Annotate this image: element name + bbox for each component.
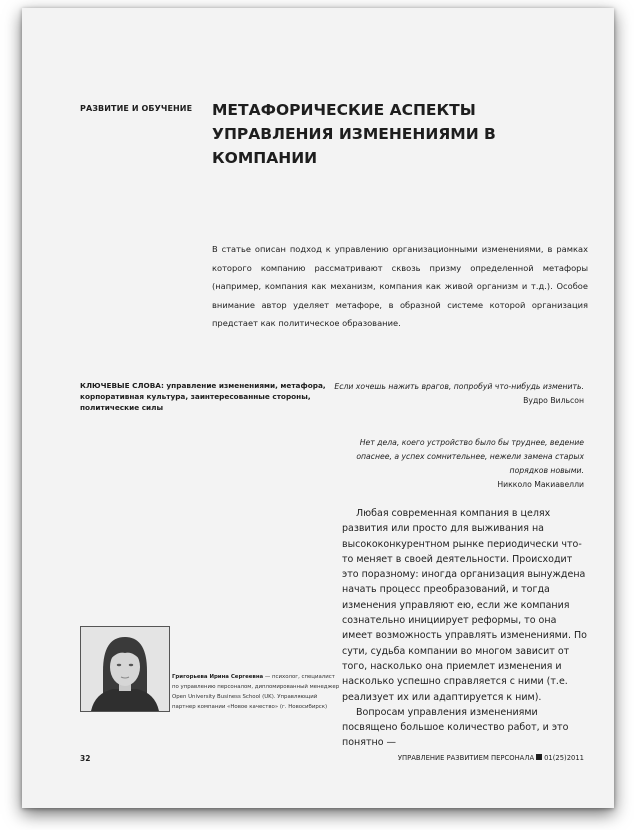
journal-name: УПРАВЛЕНИЕ РАЗВИТИЕМ ПЕРСОНАЛА	[397, 754, 535, 762]
epigraph	[332, 380, 584, 408]
journal-page	[22, 8, 614, 808]
keywords	[80, 380, 332, 413]
epigraph-author: Никколо Макиавелли	[497, 480, 584, 489]
author-caption	[172, 672, 342, 712]
article-body	[342, 506, 588, 751]
author-photo	[80, 626, 170, 712]
separator-square-icon	[536, 754, 542, 760]
author-bio: — психолог, специалист по управлению персоналом, дипломированный менеджер Open University Business School (UK). Управляющий партнер компании «Новое качество» (г. Новосибирск)	[172, 674, 340, 710]
body-paragraph: Любая современная компания в целях развития или просто для выживания на высококонкурентном рынке периодически что-то меняет в своей деятельности. Происходит это поразному: иногда организация вынуждена начать процесс преобразований, и тогда изменения управляют ею, если же компания сознательно инициирует реформы, то она имеет возможность управлять изменениями. По сути, судьба компании во многом зависит от того, насколько она приемлет изменения и насколько успешно справляется с ними (т.е. реализует их или адаптируется к ним).	[342, 508, 587, 703]
article-abstract: В статье описан подход к управлению организационными изменениями, в рамках которого компанию рассматривают сквозь призму определенной метафоры (например, компания как механизм, компания как живой организм и т.д.). Особое внимание автор уделяет метафоре, в образной системе которой организация предстает как политическое образование.	[212, 244, 588, 328]
epigraph-author: Вудро Вильсон	[523, 396, 584, 405]
issue-number: 01(25)2011	[544, 754, 584, 762]
section-label: РАЗВИТИЕ И ОБУЧЕНИЕ	[80, 104, 193, 113]
author-name: Григорьева Ирина Сергеевна	[172, 674, 264, 680]
body-paragraph: Вопросам управления изменениями посвящено большое количество работ, и это понятно —	[342, 706, 569, 749]
keywords-label: КЛЮЧЕВЫЕ СЛОВА:	[80, 381, 164, 390]
epigraph-quote: Нет дела, коего устройство было бы труднее, ведение опаснее, а успех сомнительнее, нежели замена старых порядков новыми.	[356, 438, 584, 475]
keywords-text: управление изменениями, метафора, корпоративная культура, заинтересованные стороны, политические силы	[80, 381, 326, 412]
running-footer	[398, 754, 584, 762]
page-number: 32	[80, 754, 91, 763]
article-title: МЕТАФОРИЧЕСКИЕ АСПЕКТЫ УПРАВЛЕНИЯ ИЗМЕНЕНИЯМИ В КОМПАНИИ	[212, 101, 496, 167]
epigraph	[332, 436, 584, 492]
epigraph-quote: Если хочешь нажить врагов, попробуй что-нибудь изменить.	[334, 382, 584, 391]
